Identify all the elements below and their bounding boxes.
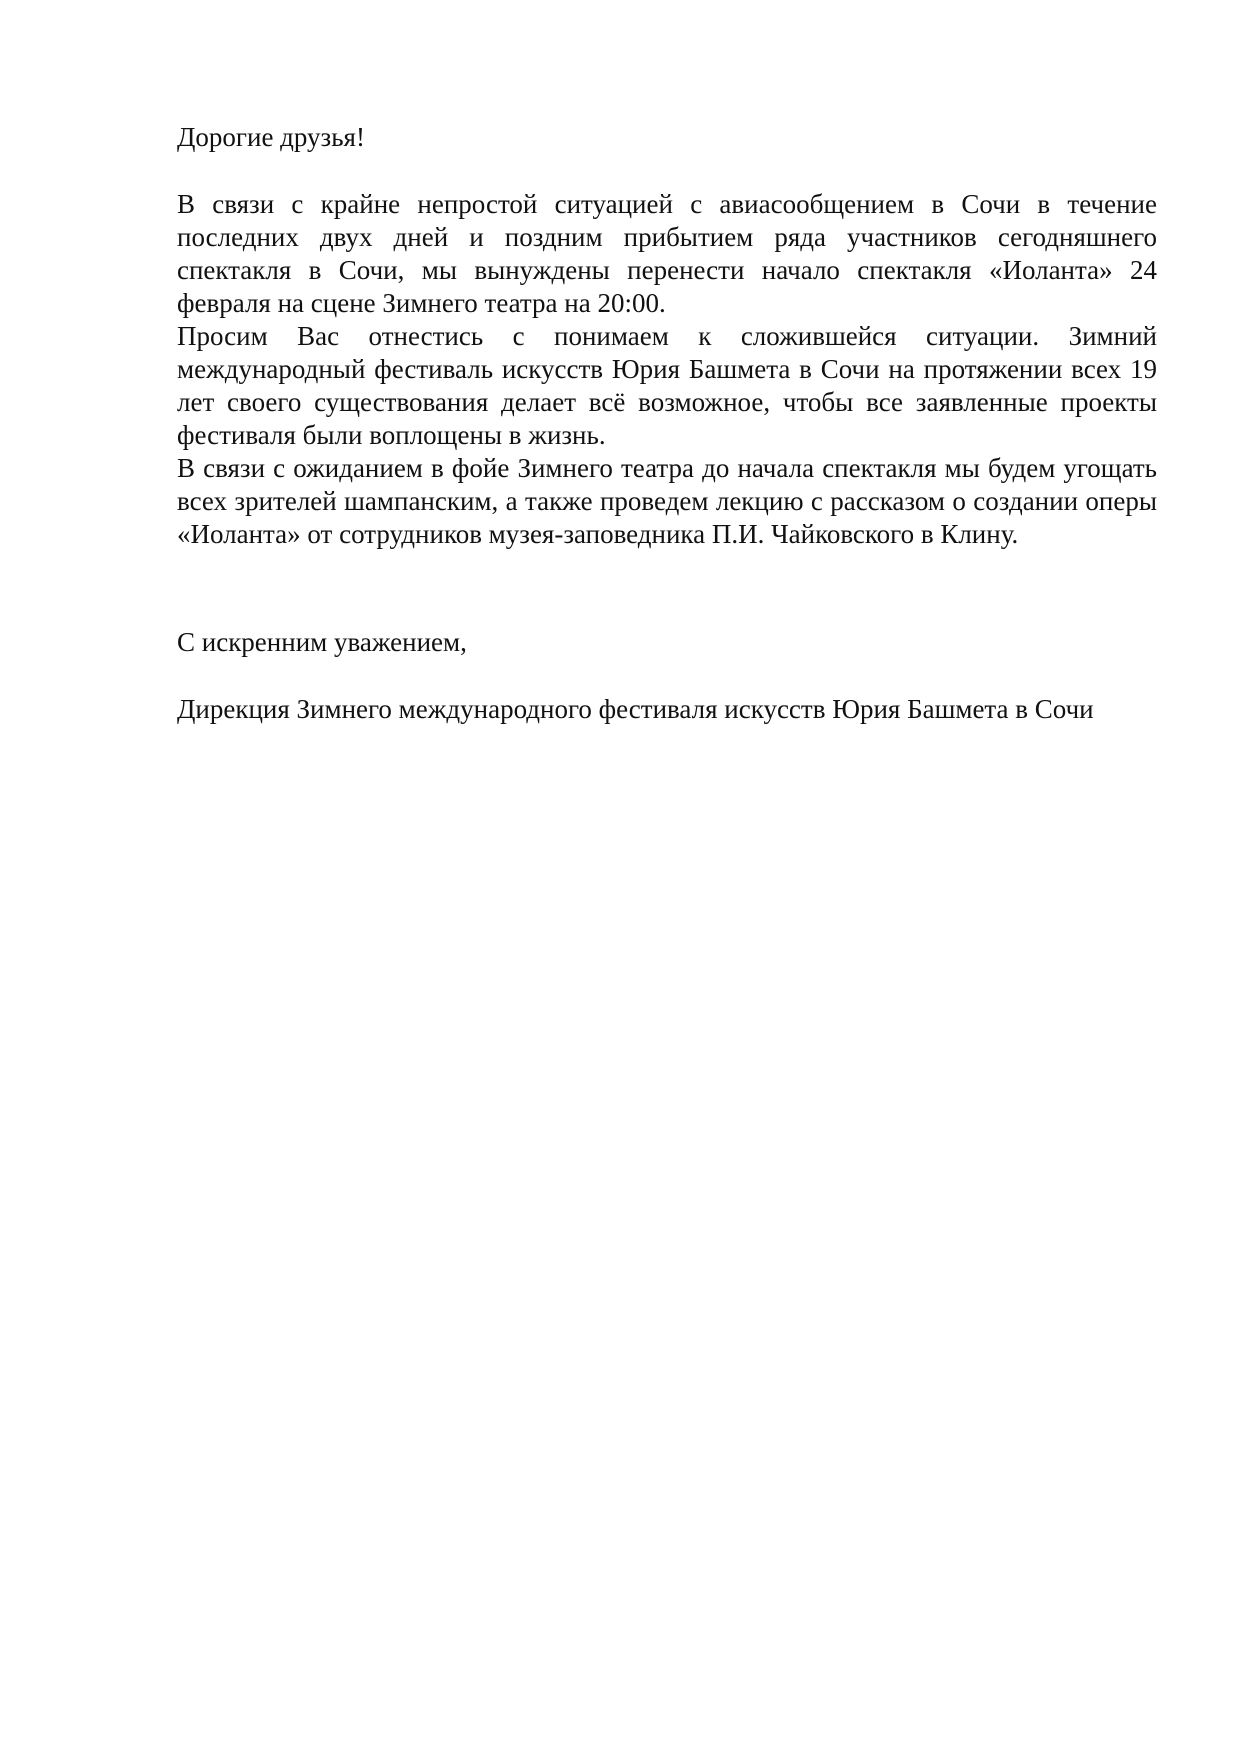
letter-body (177, 188, 1157, 551)
paragraph-apology: Просим Вас отнестись с понимаем к сложившейся ситуации. Зимний международный фестиваль искусств Юрия Башмета в Сочи на протяжении всех 19 лет своего существования делает всё возможное, чтобы все заявленные проекты фестиваля были воплощены в жизнь. (177, 321, 1157, 450)
letter-greeting: Дорогие друзья! (177, 122, 365, 152)
letter-signature: Дирекция Зимнего международного фестиваля искусств Юрия Башмета в Сочи (177, 694, 1094, 724)
paragraph-foyer-program: В связи с ожиданием в фойе Зимнего театра до начала спектакля мы будем угощать всех зрителей шампанским, а также проведем лекцию с рассказом о создании оперы «Иоланта» от сотрудников музея-заповедника П.И. Чайковского в Клину. (177, 453, 1157, 549)
letter-closing: С искренним уважением, (177, 627, 467, 657)
paragraph-flight-delay: В связи с крайне непростой ситуацией с авиасообщением в Сочи в течение последних двух дней и поздним прибытием ряда участников сегодняшнего спектакля в Сочи, мы вынуждены перенести начало спектакля «Иоланта» 24 февраля на сцене Зимнего театра на 20:00. (177, 189, 1157, 318)
